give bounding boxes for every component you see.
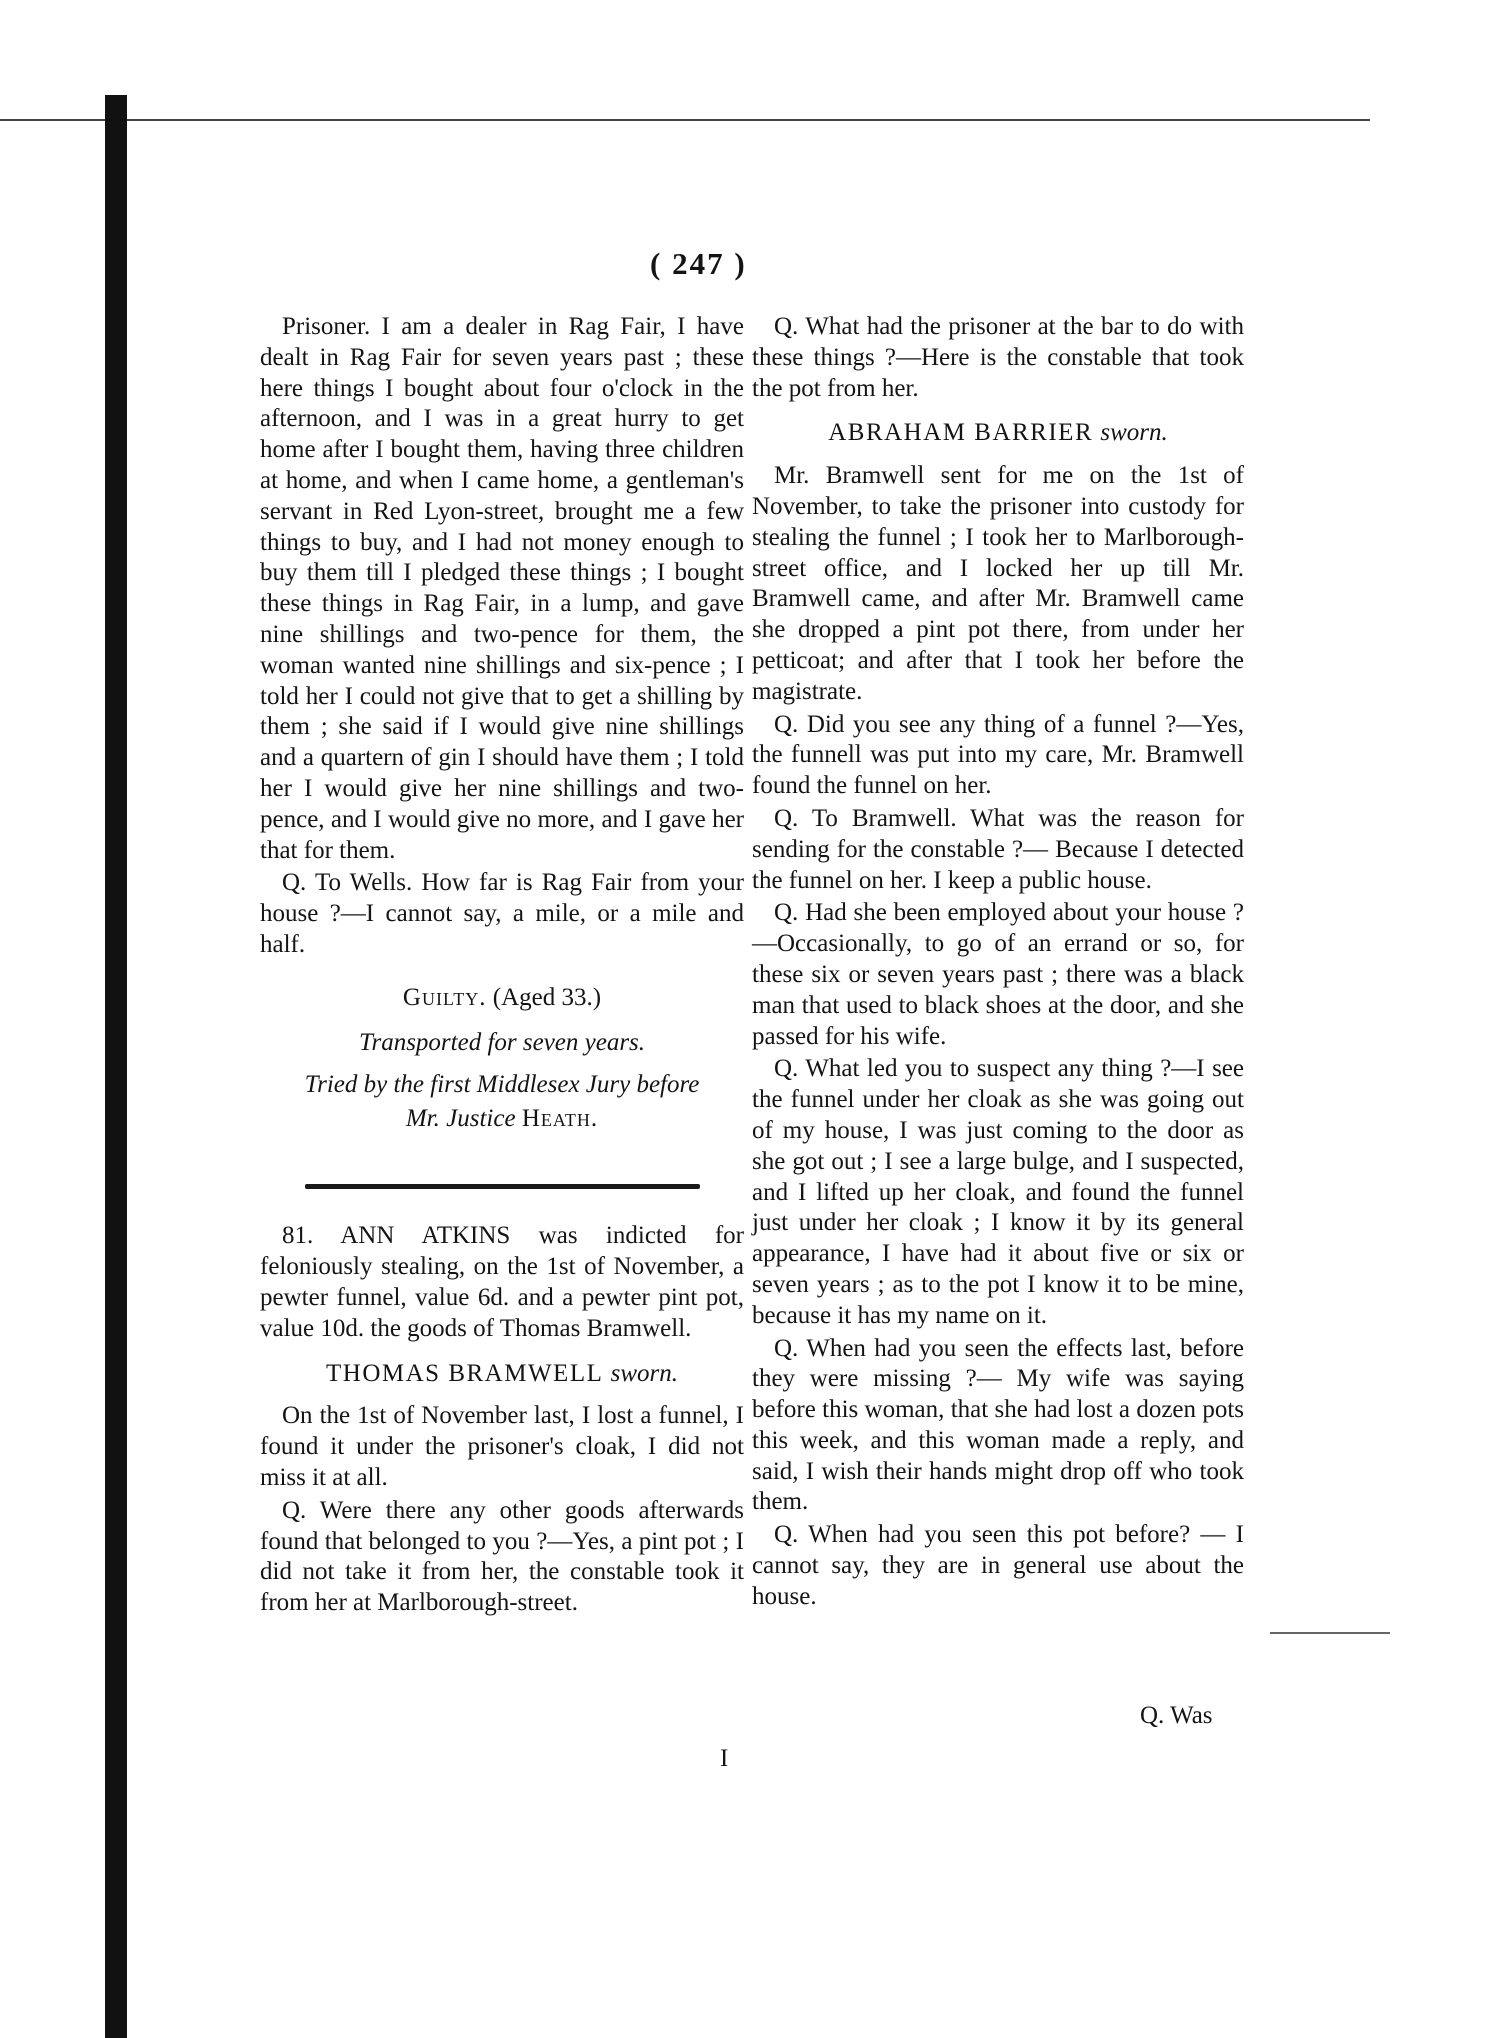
left-column [260, 312, 744, 1621]
top-rule [0, 119, 1370, 121]
verdict [260, 983, 744, 1014]
question-pot-before: Q. When had you seen this pot before? — I cannot say, they are in general use about the house. [752, 1521, 1244, 1610]
question-to-wells: Q. To Wells. How far is Rag Fair from your house ?—I cannot say, a mile, or a mile and half. [260, 869, 744, 958]
question-suspect: Q. What led you to suspect any thing ?—I see the funnel under her cloak as she was going out of my house, I was just coming to the door as she got out ; I see a large bulge, and I suspected, and I lifted up her cloak, and found the funnel just under her cloak ; I know it by its general appearance, I have had it about five or six or seven years ; as to the pot I know it to be mine, because it has my name on it. [752, 1055, 1244, 1329]
tried-line-2-prefix: Mr. Justice [405, 1105, 516, 1133]
sentence: Transported for seven years. [358, 1028, 646, 1056]
barrier-testimony: Mr. Bramwell sent for me on the 1st of November, to take the prisoner into custody for stealing the funnel ; I took her to Marlborough-street office, and I locked her up till Mr. Bramwell came, and after Mr. Bramwell came she dropped a pint pot there, from under her petticoat; and after that I took her before the magistrate. [752, 462, 1244, 705]
section-divider [305, 1184, 700, 1189]
case-indictment: 81. ANN ATKINS was indicted for feloniously stealing, on the 1st of November, a pewter funnel, value 6d. and a pewter pint pot, value 10d. the goods of Thomas Bramwell. [260, 1222, 744, 1342]
tried-by [260, 1068, 744, 1136]
verdict-age: (Aged 33.) [492, 983, 602, 1011]
signature-mark: I [720, 1745, 729, 1772]
witness-name: THOMAS BRAMWELL [326, 1359, 604, 1387]
right-column [752, 312, 1244, 1615]
witness-name: ABRAHAM BARRIER [828, 419, 1094, 447]
tried-line-1: Tried by the first Middlesex Jury before [304, 1071, 700, 1099]
question-funnel: Q. Did you see any thing of a funnel ?—Yes, the funnell was put into my care, Mr. Bramwell found the funnel on her. [752, 710, 1244, 800]
witness-heading-bramwell [260, 1359, 744, 1390]
question-effects-last: Q. When had you seen the effects last, before they were missing ?— My wife was saying before this woman, that she had lost a dozen pots this week, and this woman made a reply, and said, I wish their hands might drop off who took them. [752, 1334, 1244, 1516]
witness-heading-barrier [752, 418, 1244, 449]
question-to-bramwell: Q. To Bramwell. What was the reason for sending for the constable ?— Because I detected the funnel on her. I keep a public house. [752, 804, 1244, 894]
bramwell-question: Q. Were there any other goods afterwards found that belonged to you ?—Yes, a pint pot ; I did not take it from her, the constable took it from her at Marlborough-street. [260, 1496, 744, 1617]
question-employed: Q. Had she been employed about your house ?—Occasionally, to go of an errand or so, for these six or seven years past ; there was a black man that used to black shoes at the door, and she passed for his wife. [752, 899, 1244, 1050]
bramwell-testimony: On the 1st of November last, I lost a funnel, I found it under the prisoner's cloak, I did not miss it at all. [260, 1402, 744, 1491]
judge-name: Heath. [521, 1105, 599, 1133]
catchword: Q. Was [1140, 1702, 1213, 1729]
prisoner-statement: Prisoner. I am a dealer in Rag Fair, I have dealt in Rag Fair for seven years past ; these here things I bought about four o'clock in the afternoon, and I was in a great hurry to get home after I bought them, having three children at home, and when I came home, a gentleman's servant in Red Lyon-street, brought me a few things to buy, and I had not money enough to buy them till I pledged these things ; I bought these things in Rag Fair, in a lump, and gave nine shillings and two-pence for them, the woman wanted nine shillings and six-pence ; I told her I could not give that to get a shilling by them ; she said if I would give nine shillings and a quartern of gin I should have them ; I told her I would give her nine shillings and two-pence, and I would give no more, and I gave her that for them. [260, 313, 744, 864]
margin-mark [1270, 1632, 1390, 1634]
page-number: ( 247 ) [650, 246, 747, 281]
witness-sworn: sworn. [1100, 419, 1168, 447]
verdict-word: Guilty. [402, 983, 487, 1011]
witness-sworn: sworn. [610, 1359, 678, 1387]
question-prisoner-things: Q. What had the prisoner at the bar to do with these things ?—Here is the constable that took the pot from her. [752, 313, 1244, 402]
binding-shadow [105, 95, 127, 2038]
